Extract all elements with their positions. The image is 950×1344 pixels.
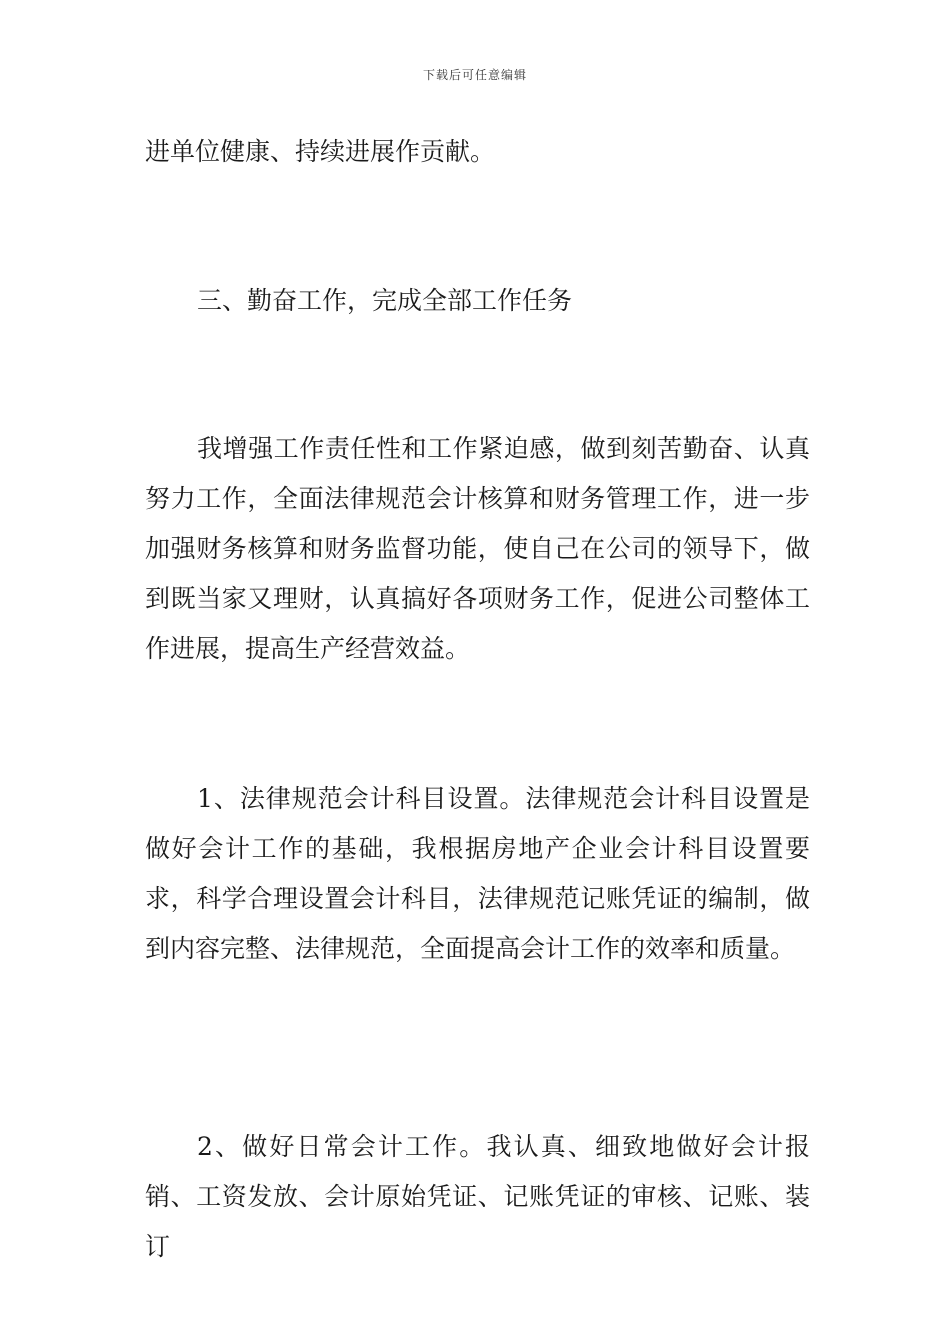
paragraph-body: 我增强工作责任性和工作紧迫感，做到刻苦勤奋、认真努力工作，全面法律规范会计核算和财务管理工作，进一步加强财务核算和财务监督功能，使自己在公司的领导下，做到既当家又理财，认真搞好各项财务工作，促进公司整体工作进展，提高生产经营效益。 <box>145 434 810 663</box>
paragraph-continuation: 进单位健康、持续进展作贡献。 <box>145 137 496 166</box>
header-note: 下载后可任意编辑 <box>422 68 527 82</box>
paragraph-item-1: 1、法律规范会计科目设置。法律规范会计科目设置是做好会计工作的基础，我根据房地产企业会计科目设置要求，科学合理设置会计科目，法律规范记账凭证的编制，做到内容完整、法律规范，全面提高会计工作的效率和质量。 <box>145 784 810 963</box>
section-heading: 三、勤奋工作，完成全部工作任务 <box>197 286 573 315</box>
paragraph-item-2: 2、做好日常会计工作。我认真、细致地做好会计报销、工资发放、会计原始凭证、记账凭证的审核、记账、装订 <box>145 1132 810 1261</box>
